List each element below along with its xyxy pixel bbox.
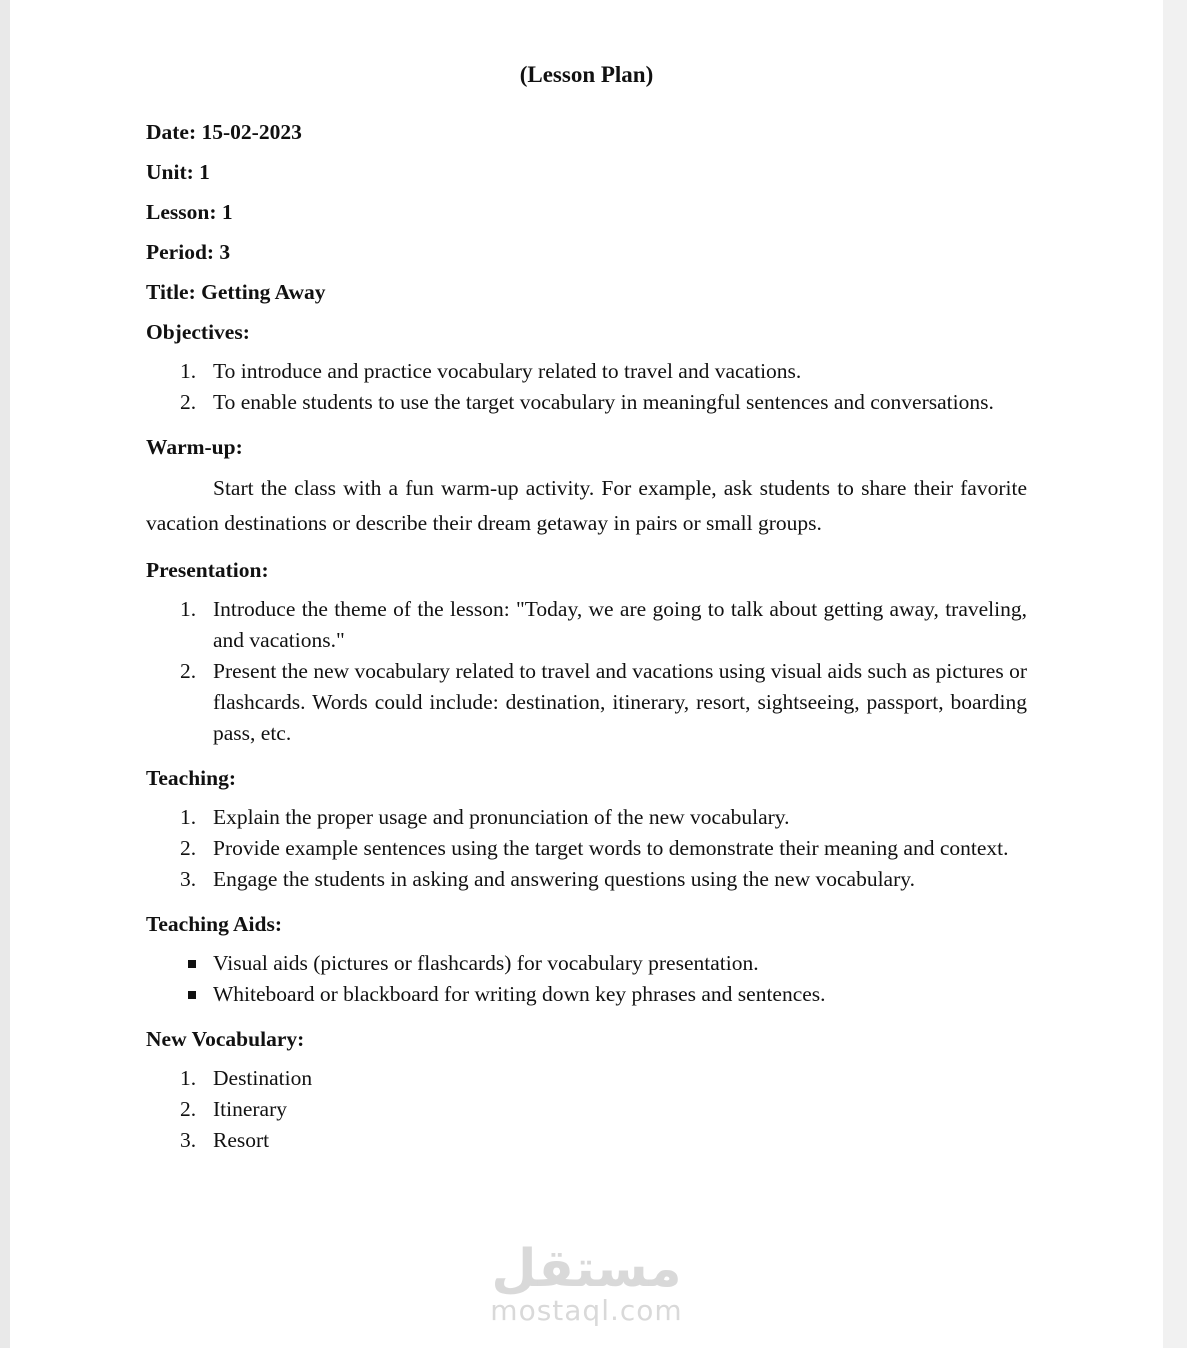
list-item-number	[146, 864, 213, 895]
square-bullet-icon	[188, 991, 196, 999]
list-item	[146, 802, 1027, 833]
objectives-list	[146, 356, 1027, 418]
heading-teaching: Teaching:	[146, 766, 236, 790]
presentation-list	[146, 594, 1027, 749]
list-item-text: Present the new vocabulary related to travel and vacations using visual aids such as pictures or flashcards. Words could include: destination, itinerary, resort, sightseeing, passport, boarding pass, etc.	[213, 659, 1027, 745]
list-item	[146, 979, 1027, 1010]
list-item-text: Whiteboard or blackboard for writing down key phrases and sentences.	[213, 982, 826, 1006]
list-item-number	[146, 1125, 213, 1156]
list-item	[146, 1094, 1027, 1125]
left-gutter	[0, 0, 10, 1348]
meta-line-lesson: Lesson: 1	[146, 200, 233, 224]
heading-objectives: Objectives:	[146, 320, 250, 344]
meta-block	[146, 112, 1027, 312]
list-item	[146, 864, 1027, 895]
meta-line-unit: Unit: 1	[146, 160, 210, 184]
list-item	[146, 833, 1027, 864]
heading-presentation: Presentation:	[146, 558, 269, 582]
square-bullet-icon	[188, 960, 196, 968]
list-item-number	[146, 656, 213, 749]
list-item	[146, 387, 1027, 418]
new-vocabulary-list	[146, 1063, 1027, 1156]
list-item-text: Explain the proper usage and pronunciation of the new vocabulary.	[213, 805, 790, 829]
list-item	[146, 1063, 1027, 1094]
bullet-cell	[146, 948, 213, 979]
list-item-text: Introduce the theme of the lesson: "Today, we are going to talk about getting away, traveling, and vacations."	[213, 597, 1027, 652]
meta-line-date: Date: 15-02-2023	[146, 120, 302, 144]
list-item-text: Engage the students in asking and answering questions using the new vocabulary.	[213, 867, 915, 891]
watermark-site-text: mostaql.com	[490, 1294, 683, 1327]
list-item	[146, 594, 1027, 656]
list-item-text: To introduce and practice vocabulary related to travel and vacations.	[213, 359, 802, 383]
list-item	[146, 948, 1027, 979]
heading-warmup: Warm-up:	[146, 435, 243, 459]
list-item-number	[146, 1094, 213, 1125]
list-item-text: Itinerary	[213, 1097, 288, 1121]
meta-line-title: Title: Getting Away	[146, 280, 326, 304]
document-page	[10, 0, 1163, 1348]
meta-line-period: Period: 3	[146, 240, 231, 264]
teaching-list	[146, 802, 1027, 895]
list-item	[146, 1125, 1027, 1156]
mostaql-logo: مستقل	[491, 1239, 682, 1299]
list-item-text: Destination	[213, 1066, 313, 1090]
list-item-text: Visual aids (pictures or flashcards) for vocabulary presentation.	[213, 951, 759, 975]
right-gutter	[1163, 0, 1187, 1348]
watermark	[10, 1239, 1163, 1327]
list-item-number	[146, 387, 213, 418]
list-item-number	[146, 356, 213, 387]
list-item-number	[146, 802, 213, 833]
list-item-number	[146, 1063, 213, 1094]
list-item	[146, 356, 1027, 387]
list-item-number	[146, 594, 213, 656]
page-title: (Lesson Plan)	[519, 62, 654, 87]
heading-teaching-aids: Teaching Aids:	[146, 912, 283, 936]
list-item-text: To enable students to use the target vocabulary in meaningful sentences and conversations.	[213, 390, 994, 414]
heading-new-vocabulary: New Vocabulary:	[146, 1027, 305, 1051]
list-item-text: Resort	[213, 1128, 270, 1152]
teaching-aids-list	[146, 948, 1027, 1010]
list-item-number	[146, 833, 213, 864]
list-item	[146, 656, 1027, 749]
warmup-paragraph: Start the class with a fun warm-up activity. For example, ask students to share their favorite vacation destinations or describe their dream getaway in pairs or small groups.	[146, 476, 1027, 535]
bullet-cell	[146, 979, 213, 1010]
list-item-text: Provide example sentences using the target words to demonstrate their meaning and context.	[213, 836, 1009, 860]
